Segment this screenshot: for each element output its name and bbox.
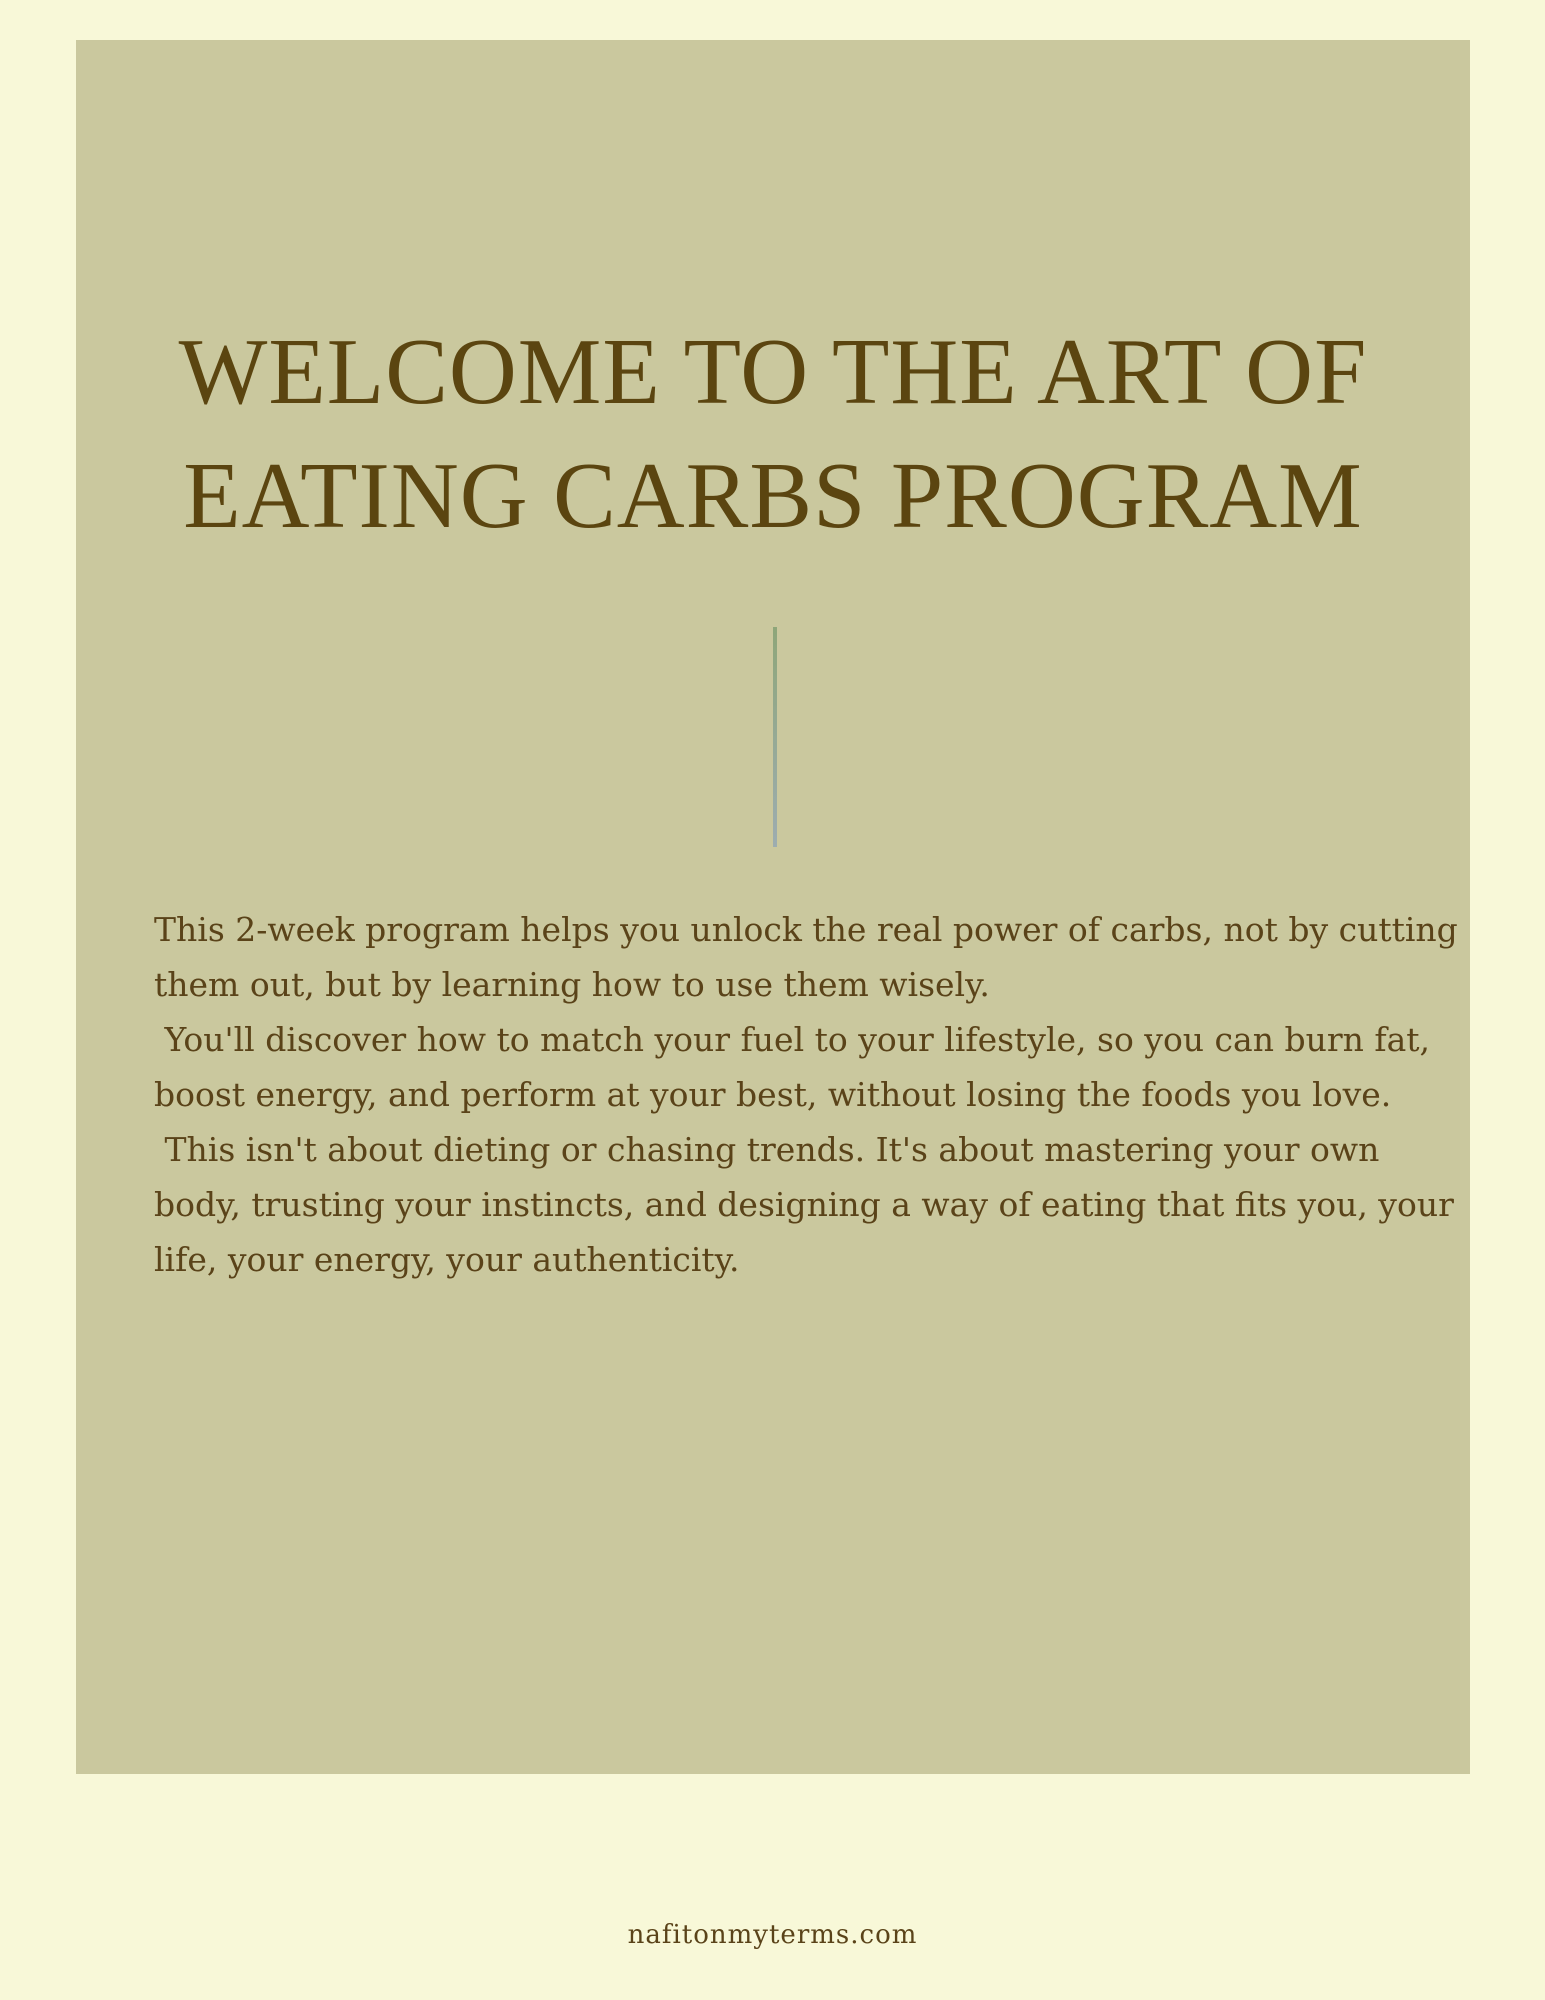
program-description [154,902,1474,1287]
title-line-1: WELCOME TO THE ART OF [178,320,1368,424]
description-paragraph-2: You'll discover how to match your fuel to your lifestyle, so you can burn fat, boost energy, and perform at your best, without losing the foods you love. [154,1020,1441,1114]
description-paragraph-3: This isn't about dieting or chasing trends. It's about mastering your own body, trusting your instincts, and designing a way of eating that fits you, your life, your energy, your authenticity. [154,1130,1465,1279]
page-title [76,310,1470,558]
description-paragraph-1: This 2-week program helps you unlock the real power of carbs, not by cutting them out, but by learning how to use them wisely. [154,910,1469,1004]
vertical-divider [773,627,777,847]
website-footer: nafitonmyterms.com [627,1920,918,1950]
title-line-2: EATING CARBS PROGRAM [183,444,1363,548]
content-panel [76,40,1470,1774]
